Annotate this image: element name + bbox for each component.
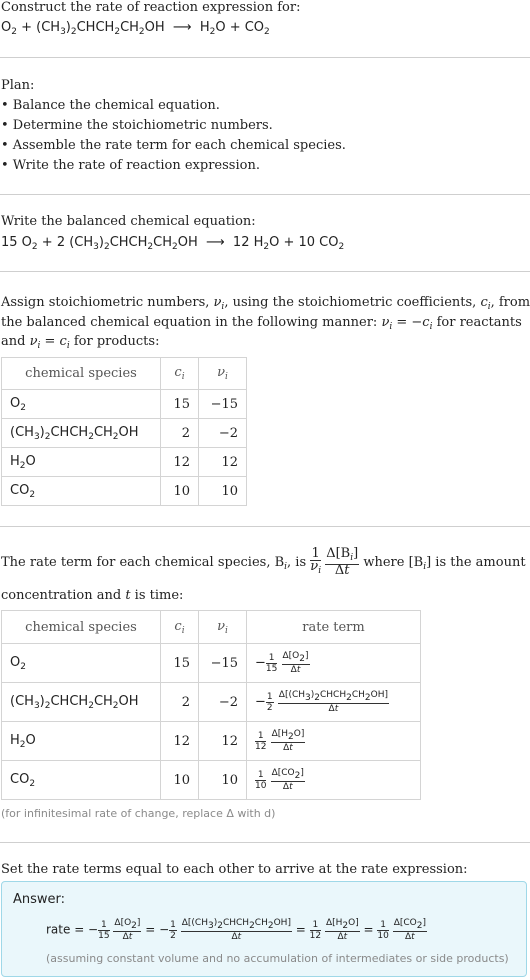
- stoichiometry-table: [1, 357, 247, 506]
- answer-note: (assuming constant volume and no accumulation of intermediates or side products): [46, 952, 509, 965]
- answer-label: Answer:: [13, 892, 66, 907]
- rate-label: rate: [46, 922, 71, 937]
- balanced-heading: Write the balanced chemical equation:: [1, 214, 256, 229]
- table-row: $H_2O$ 12 12: [2, 448, 247, 477]
- table-row: $O_2$ 15 −15: [2, 390, 247, 419]
- header-vi: $\nu_i$: [199, 611, 247, 644]
- table-row: $CO_2$ 10 10: [2, 477, 247, 506]
- rate-term-text-2: concentration and t is time:: [1, 588, 184, 603]
- footnote: (for infinitesimal rate of change, replace Δ with d): [1, 807, 276, 820]
- header-rate-term: rate term: [247, 611, 421, 644]
- table-row: $O_2$ 15 −15 − $\frac{1}{15}$ $\frac{\Delta[O_2]}{\Delta t}$: [2, 644, 421, 683]
- reaction-equation: $O_2$ + $(CH_3)_2CHCH_2CH_2OH$ ⟶ $H_2O + CO_2$: [1, 20, 270, 37]
- rate-term-text-1: The rate term for each chemical species, $B_i$, is $\frac{1}{\nu_i}$ $\frac{\Delta[B_i]}{\Delta t}$ where $[B_i]$ is the amount: [1, 546, 526, 578]
- stoich-text-2: the balanced chemical equation in the following manner: $\nu_i = -c_i$ for reactants: [1, 315, 522, 332]
- divider: [0, 271, 530, 272]
- balanced-equation: 15 $O_2 + 2$ $(CH_3)_2CHCH_2CH_2OH$ ⟶ 12 $H_2O + 10$ $CO_2$: [1, 235, 345, 252]
- header-species: chemical species: [2, 358, 161, 390]
- table-row: $CO_2$ 10 10 $\frac{1}{10}$ $\frac{\Delta[CO_2]}{\Delta t}$: [2, 761, 421, 800]
- answer-box: [1, 881, 527, 977]
- table-row: $(CH_3)_2CHCH_2CH_2OH$ 2 −2: [2, 419, 247, 448]
- header-vi: $\nu_i$: [199, 358, 247, 390]
- stoich-text-3: and $\nu_i = c_i$ for products:: [1, 334, 160, 351]
- final-heading: Set the rate terms equal to each other to arrive at the rate expression:: [1, 862, 468, 877]
- divider: [0, 194, 530, 195]
- intro-heading: Construct the rate of reaction expression for:: [1, 0, 301, 15]
- rate-term-table: [1, 610, 421, 800]
- table-row: $H_2O$ 12 12 $\frac{1}{12}$ $\frac{\Delta[H_2O]}{\Delta t}$: [2, 722, 421, 761]
- plan-title: Plan:: [1, 78, 35, 93]
- rate-expression: rate = − $\frac{1}{15}$ $\frac{\Delta[O_2]}{\Delta t}$ = − $\frac{1}{2}$ $\frac{\Delta[(CH_3)_2CHCH_2CH_2OH]}{\Delta t}$ = $\frac{1}{12}$ $\frac{\Delta[H_2O]}{\Delta t}$ = $\frac{1}{10}$ $\frac{\Delta[CO_2]}{\Delta t}$: [46, 918, 426, 942]
- table-row: $(CH_3)_2CHCH_2CH_2OH$ 2 −2 − $\frac{1}{2}$ $\frac{\Delta[(CH_3)_2CHCH_2CH_2OH]}{\Delta t}$: [2, 683, 421, 722]
- divider: [0, 526, 530, 527]
- plan-step-3: • Assemble the rate term for each chemical species.: [1, 138, 346, 153]
- header-ci: $c_i$: [161, 611, 199, 644]
- header-ci: $c_i$: [161, 358, 199, 390]
- divider: [0, 57, 530, 58]
- stoich-text-1: Assign stoichiometric numbers, $\nu_i$, using the stoichiometric coefficients, $c_i$, from: [1, 295, 530, 312]
- plan-step-1: • Balance the chemical equation.: [1, 98, 220, 113]
- plan-step-4: • Write the rate of reaction expression.: [1, 158, 260, 173]
- plan-step-2: • Determine the stoichiometric numbers.: [1, 118, 273, 133]
- divider: [0, 842, 530, 843]
- header-species: chemical species: [2, 611, 161, 644]
